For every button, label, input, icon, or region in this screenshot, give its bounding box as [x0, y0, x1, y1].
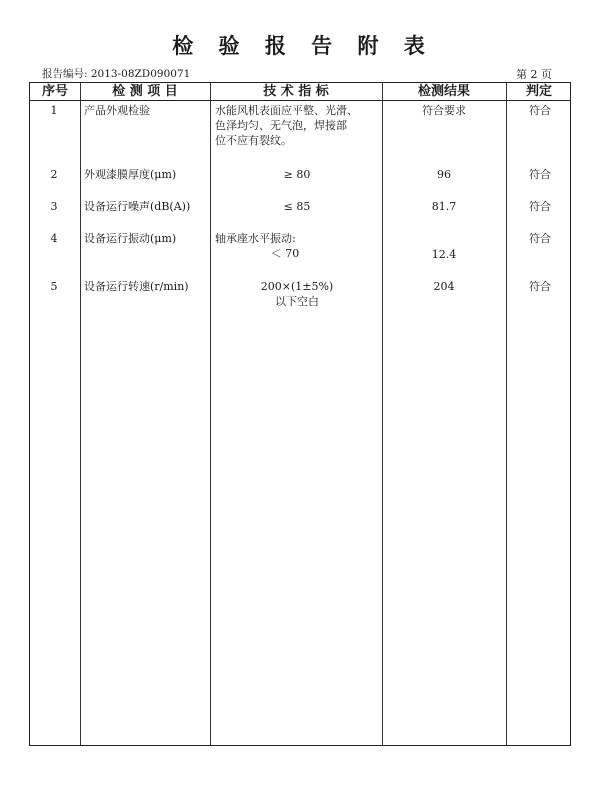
- header-result: 检测结果: [417, 84, 470, 99]
- header-divider: [30, 100, 570, 101]
- inspection-table: [29, 82, 571, 746]
- row-1-result: 符合要求: [422, 104, 466, 117]
- row-3-item: 设备运行噪声(dB(A)): [84, 200, 191, 213]
- row-5-no: 5: [50, 280, 58, 293]
- row-4-item: 设备运行振动(μm): [84, 232, 177, 245]
- row-4-spec-line-2: ＜ 70: [270, 247, 300, 260]
- column-divider: [506, 83, 507, 745]
- row-4-result: 12.4: [431, 248, 457, 261]
- header-verdict: 判定: [525, 84, 552, 99]
- row-5-spec-line-1: 200×(1±5%): [260, 280, 334, 293]
- row-3-no: 3: [50, 200, 58, 213]
- row-1-spec-line-2: 色泽均匀、无气泡，焊接部: [215, 119, 347, 132]
- row-4-spec-line-1: 轴承座水平振动:: [215, 232, 296, 245]
- row-5-verdict: 符合: [529, 280, 551, 293]
- row-5-result: 204: [433, 280, 455, 293]
- row-5-item: 设备运行转速(r/min): [84, 280, 189, 293]
- row-3-result: 81.7: [431, 200, 457, 213]
- row-2-item: 外观漆膜厚度(μm): [84, 168, 177, 181]
- header-spec: 技 术 指 标: [263, 84, 329, 99]
- column-divider: [382, 83, 383, 745]
- column-divider: [80, 83, 81, 745]
- row-2-verdict: 符合: [529, 168, 551, 181]
- row-4-no: 4: [50, 232, 58, 245]
- page-number: 第 2 页: [516, 68, 552, 81]
- row-3-spec: ≤ 85: [283, 200, 311, 213]
- row-1-no: 1: [50, 104, 58, 117]
- row-1-spec-line-3: 位不应有裂纹。: [215, 134, 292, 147]
- row-2-result: 96: [437, 168, 451, 181]
- row-1-item: 产品外观检验: [84, 104, 150, 117]
- row-2-spec: ≥ 80: [283, 168, 311, 181]
- row-4-verdict: 符合: [529, 232, 551, 245]
- header-item: 检 测 项 目: [112, 84, 178, 99]
- row-1-spec-line-1: 水能风机表面应平整、光滑、: [215, 104, 358, 117]
- column-divider: [210, 83, 211, 745]
- header-no: 序号: [41, 84, 68, 99]
- row-1-verdict: 符合: [529, 104, 551, 117]
- row-3-verdict: 符合: [529, 200, 551, 213]
- row-2-no: 2: [50, 168, 58, 181]
- row-5-spec-line-2: 以下空白: [275, 295, 319, 308]
- document-title: 检 验 报 告 附 表: [172, 33, 434, 58]
- report-number: 报告编号: 2013-08ZD090071: [42, 68, 191, 80]
